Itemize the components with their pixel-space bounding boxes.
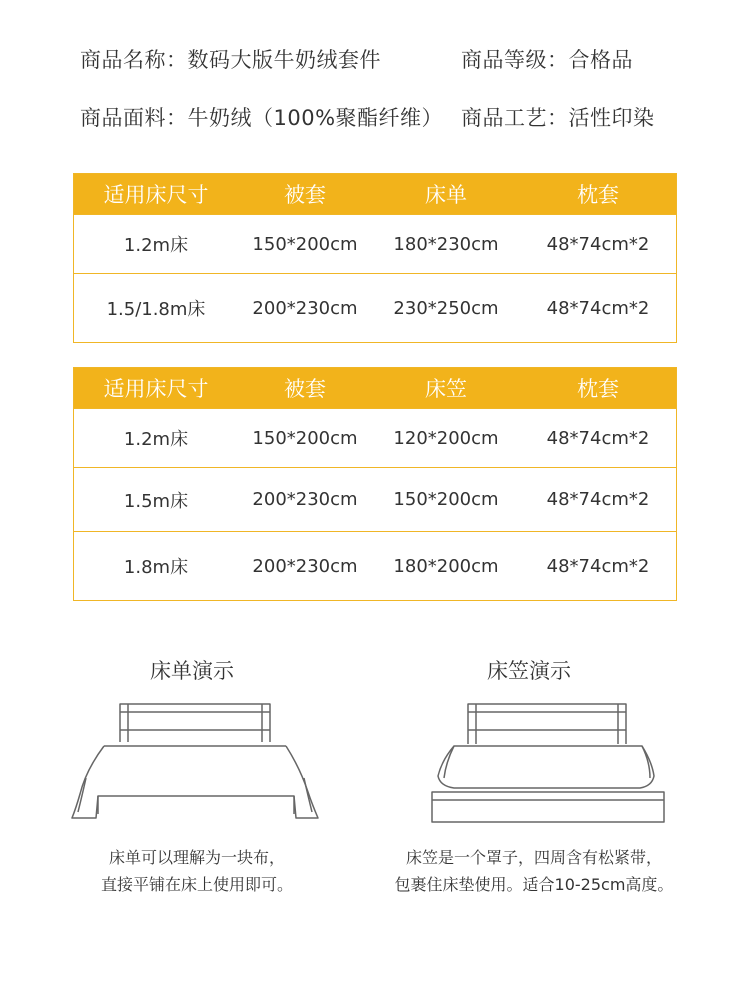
fitted-demo-title: 床笠演示 xyxy=(487,659,571,683)
flat-sheet-outline xyxy=(72,746,318,818)
cell-pillowcase: 48*74cm*2 xyxy=(546,233,650,255)
cell-duvet-cover: 200*230cm xyxy=(252,489,358,510)
header-pillowcase: 枕套 xyxy=(577,377,619,401)
fitted-demo-description xyxy=(362,844,706,898)
bed-base xyxy=(432,792,664,822)
header-pillowcase: 枕套 xyxy=(577,183,619,207)
info-craft xyxy=(461,102,655,132)
cell-pillowcase: 48*74cm*2 xyxy=(546,297,650,319)
fitted-desc-line-1: 床笠是一个罩子，四周含有松紧带， xyxy=(405,848,662,867)
info-name xyxy=(80,44,381,74)
cell-pillowcase: 48*74cm*2 xyxy=(546,489,650,510)
cell-duvet-cover: 200*230cm xyxy=(252,555,358,577)
header-bed-size: 适用床尺寸 xyxy=(103,377,209,401)
info-name-key: 商品名称： xyxy=(80,48,188,72)
fitted-sheet-mattress xyxy=(438,746,654,788)
header-bed-size: 适用床尺寸 xyxy=(103,183,209,207)
cell-fitted-sheet: 150*200cm xyxy=(393,489,499,510)
cell-bed-size: 1.2m床 xyxy=(123,429,189,450)
table-row xyxy=(74,214,676,273)
sheet-demo-title: 床单演示 xyxy=(150,659,234,683)
fitted-sheet-bed-illustration xyxy=(428,700,672,826)
header-sheet: 床单 xyxy=(425,183,467,207)
headboard-frame xyxy=(120,704,270,742)
cell-sheet: 230*250cm xyxy=(393,297,499,319)
table-header xyxy=(74,368,676,408)
info-craft-value: 活性印染 xyxy=(568,106,655,130)
table-header xyxy=(74,174,676,214)
cell-duvet-cover: 150*200cm xyxy=(252,233,358,255)
header-duvet-cover: 被套 xyxy=(284,377,326,401)
info-fabric-value: 牛奶绒（100%聚酯纤维） xyxy=(187,106,444,130)
table-row xyxy=(74,408,676,467)
header-fitted-sheet: 床笠 xyxy=(425,377,467,401)
sheet-desc-line-2: 直接平铺在床上使用即可。 xyxy=(100,875,293,894)
cell-duvet-cover: 150*200cm xyxy=(252,427,358,449)
header-duvet-cover: 被套 xyxy=(284,183,326,207)
info-grade xyxy=(461,44,633,74)
size-table-sheet xyxy=(73,173,677,343)
flat-sheet-bed-illustration xyxy=(68,700,322,826)
cell-fitted-sheet: 180*200cm xyxy=(393,555,499,577)
cell-bed-size: 1.2m床 xyxy=(123,235,189,256)
cell-sheet: 180*230cm xyxy=(393,233,499,255)
cell-fitted-sheet: 120*200cm xyxy=(393,427,499,449)
sheet-demo-description xyxy=(67,844,327,898)
info-fabric xyxy=(80,102,443,132)
size-table-fitted xyxy=(73,367,677,601)
info-grade-key: 商品等级： xyxy=(461,48,569,72)
info-name-value: 数码大版牛奶绒套件 xyxy=(187,48,381,72)
cell-bed-size: 1.5m床 xyxy=(123,490,189,512)
headboard-frame xyxy=(468,704,626,744)
info-grade-value: 合格品 xyxy=(568,48,633,72)
table-row xyxy=(74,531,676,600)
cell-bed-size: 1.8m床 xyxy=(123,557,189,578)
cell-bed-size: 1.5/1.8m床 xyxy=(106,299,206,320)
fitted-desc-line-2: 包裹住床垫使用。适合10-25cm高度。 xyxy=(394,875,674,894)
cell-pillowcase: 48*74cm*2 xyxy=(546,555,650,577)
cell-duvet-cover: 200*230cm xyxy=(252,297,358,319)
cell-pillowcase: 48*74cm*2 xyxy=(546,427,650,449)
info-craft-key: 商品工艺： xyxy=(461,106,569,130)
info-fabric-key: 商品面料： xyxy=(80,106,188,130)
table-row xyxy=(74,273,676,342)
sheet-desc-line-1: 床单可以理解为一块布， xyxy=(108,848,285,867)
table-row xyxy=(74,467,676,531)
